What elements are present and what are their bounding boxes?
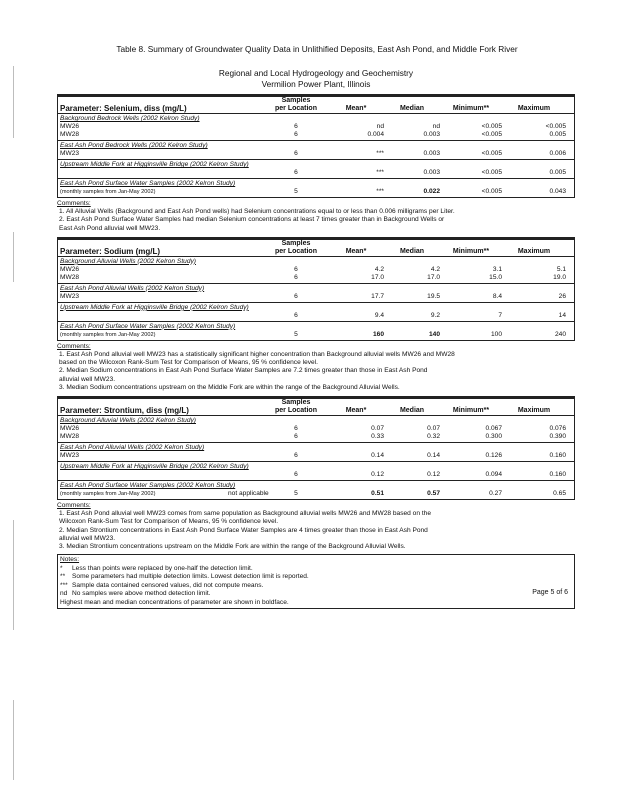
- scan-margin-line: [13, 520, 14, 630]
- median-cell: 4.2: [430, 265, 440, 273]
- note-item: [60, 573, 572, 582]
- comment-line: Wilcoxon Rank-Sum Test for Comparison of Means, 95 % confidence level.: [59, 518, 279, 526]
- samples-header-line: per Location: [274, 247, 317, 255]
- mean-cell: 9.4: [374, 311, 384, 319]
- location-cell: MW28: [60, 131, 80, 138]
- mean-cell: 0.33: [371, 433, 384, 441]
- table-row: [58, 452, 574, 460]
- parameter-section: [57, 94, 575, 233]
- location-cell: (monthly samples from Jan-May 2002): [60, 331, 156, 338]
- subtitle-line: Vermilion Power Plant, Illinois: [261, 79, 371, 89]
- table-group: [58, 462, 574, 481]
- note-symbol: **: [60, 573, 66, 581]
- maximum-cell: 5.1: [556, 265, 566, 273]
- group-title: East Ash Pond Surface Water Samples (2002 Kelron Study): [60, 180, 236, 187]
- summary-table: [57, 396, 575, 500]
- subtitle-line: Regional and Local Hydrogeology and Geochemistry: [218, 68, 414, 78]
- table-row: [58, 490, 574, 498]
- notes-list: [60, 565, 572, 599]
- comment-line: based on the Wilcoxon Rank-Sum Test for Comparison of Means, 95 % confidence level.: [59, 359, 318, 367]
- samples-header-line: per Location: [274, 407, 317, 415]
- table-group: [58, 141, 574, 160]
- table-header: [58, 240, 574, 257]
- page-subtitle: [57, 68, 575, 90]
- minimum-cell: 0.094: [485, 471, 502, 479]
- scan-margin-line: [13, 232, 14, 282]
- not-applicable-note: not applicable: [228, 490, 269, 498]
- mean-cell: 4.2: [374, 265, 384, 273]
- samples-cell: 5: [294, 490, 298, 498]
- mean-cell: 17.0: [371, 273, 384, 281]
- mean-cell: 0.12: [371, 471, 384, 479]
- minimum-cell: <0.005: [481, 131, 502, 138]
- group-title: East Ash Pond Bedrock Wells (2002 Kelron Study): [60, 142, 208, 149]
- maximum-header: Maximum: [517, 247, 551, 255]
- table-row: [58, 131, 574, 139]
- median-cell: 0.003: [423, 169, 440, 176]
- minimum-cell: <0.005: [481, 188, 502, 195]
- minimum-header: Minimum**: [452, 407, 490, 415]
- table-group: [58, 481, 574, 499]
- comments-block: [57, 343, 575, 392]
- table-row: [58, 169, 574, 177]
- median-cell: nd: [432, 123, 440, 130]
- mean-cell: ***: [376, 188, 384, 195]
- mean-header: Mean*: [345, 407, 367, 415]
- group-title: Upstream Middle Fork at Higginsville Bridge (2002 Kelron Study): [60, 161, 249, 168]
- comments-heading: Comments:: [57, 342, 91, 350]
- table-row: [58, 150, 574, 158]
- maximum-cell: 0.006: [549, 150, 566, 157]
- maximum-cell: 19.0: [553, 273, 566, 281]
- samples-header: [264, 97, 328, 113]
- minimum-cell: 15.0: [489, 273, 502, 281]
- group-title: Background Alluvial Wells (2002 Kelron Study): [60, 417, 196, 425]
- comment-line: 1. East Ash Pond alluvial well MW23 has a statistically significant higher concentration than Background alluvial wells MW26 and MW28: [59, 351, 455, 359]
- mean-cell: 0.51: [371, 490, 384, 498]
- note-text: Less than points were replaced by one-half the detection limit.: [72, 564, 253, 572]
- minimum-cell: 100: [490, 330, 502, 338]
- table-row: [58, 266, 574, 274]
- location-cell: MW23: [60, 452, 80, 460]
- comment-line: 3. Median Sodium concentrations upstream on the Middle Fork are within the range of the Background Alluvial Wells.: [59, 383, 400, 391]
- comments-block: [57, 200, 575, 233]
- table-row: [58, 123, 574, 131]
- samples-cell: 6: [294, 292, 298, 300]
- minimum-cell: <0.005: [481, 169, 502, 176]
- note-item: [60, 590, 572, 599]
- maximum-header: Maximum: [517, 105, 551, 112]
- median-cell: 0.022: [423, 188, 440, 195]
- location-cell: MW26: [60, 123, 80, 130]
- maximum-cell: 0.076: [549, 425, 566, 433]
- maximum-cell: 0.65: [553, 490, 566, 498]
- minimum-cell: 0.126: [485, 452, 502, 460]
- samples-cell: 6: [294, 123, 298, 130]
- comment-line: 1. East Ash Pond alluvial well MW23 comes from same population as Background alluvial wells MW26 and MW28 based on the: [59, 510, 431, 518]
- mean-cell: 0.004: [367, 131, 384, 138]
- minimum-cell: <0.005: [481, 123, 502, 130]
- comment-line: 2. East Ash Pond Surface Water Samples had median Selenium concentrations at least 7 times greater than in Background Wells or: [59, 216, 445, 224]
- samples-header: [264, 399, 328, 415]
- page-title: Table 8. Summary of Groundwater Quality Data in Unlithified Deposits, East Ash Pond, and Middle Fork River: [116, 44, 518, 54]
- median-cell: 0.003: [423, 150, 440, 157]
- page-number: Page 5 of 6: [532, 588, 568, 596]
- samples-cell: 5: [294, 330, 298, 338]
- location-cell: MW28: [60, 433, 80, 441]
- mean-cell: nd: [376, 123, 384, 130]
- mean-cell: 0.07: [371, 425, 384, 433]
- median-header: Median: [399, 407, 425, 415]
- table-row: [58, 331, 574, 339]
- minimum-header: Minimum**: [452, 247, 490, 255]
- parameter-name: Parameter: Strontium, diss (mg/L): [60, 406, 189, 416]
- samples-cell: 5: [294, 188, 298, 195]
- location-cell: MW26: [60, 265, 80, 273]
- maximum-cell: 14: [558, 311, 566, 319]
- samples-cell: 6: [294, 452, 298, 460]
- table-group: [58, 160, 574, 179]
- minimum-cell: <0.005: [481, 150, 502, 157]
- median-cell: 140: [428, 330, 440, 338]
- comment-line: alluvial well MW23.: [59, 534, 116, 542]
- table-row: [58, 293, 574, 301]
- maximum-cell: 0.390: [549, 433, 566, 441]
- maximum-cell: 240: [554, 330, 566, 338]
- table-group: [58, 179, 574, 197]
- mean-cell: ***: [376, 169, 384, 176]
- median-cell: 19.5: [427, 292, 440, 300]
- maximum-cell: 0.043: [549, 188, 566, 195]
- samples-header-line: Samples: [281, 399, 311, 407]
- samples-cell: 6: [294, 273, 298, 281]
- mean-header: Mean*: [345, 105, 367, 112]
- sections-container: [57, 94, 575, 551]
- note-item: [60, 565, 572, 574]
- note-text: Some parameters had multiple detection limits. Lowest detection limit is reported.: [72, 573, 309, 581]
- summary-table: [57, 237, 575, 341]
- maximum-cell: 0.005: [549, 131, 566, 138]
- samples-cell: 6: [294, 265, 298, 273]
- notes-box: [57, 554, 575, 609]
- location-cell: MW28: [60, 273, 80, 281]
- mean-cell: ***: [376, 150, 384, 157]
- table-group: [58, 443, 574, 462]
- minimum-header: Minimum**: [452, 105, 490, 112]
- samples-cell: 6: [294, 425, 298, 433]
- comment-line: 1. All Alluvial Wells (Background and East Ash Pond wells) had Selenium concentrations equal to or less than 0.006 milligrams per Liter.: [59, 208, 455, 216]
- comment-line: alluvial well MW23.: [59, 375, 116, 383]
- parameter-name: Parameter: Selenium, diss (mg/L): [60, 104, 187, 113]
- median-header: Median: [399, 105, 425, 112]
- median-cell: 0.07: [427, 425, 440, 433]
- table-group: [58, 284, 574, 303]
- group-title: Upstream Middle Fork at Higginsville Bridge (2002 Kelron Study): [60, 463, 249, 471]
- median-cell: 17.0: [427, 273, 440, 281]
- median-cell: 0.57: [427, 490, 440, 498]
- samples-cell: 6: [294, 471, 298, 479]
- location-cell: MW26: [60, 425, 80, 433]
- samples-cell: 6: [294, 311, 298, 319]
- notes-heading: Notes:: [60, 556, 80, 564]
- note-symbol: *: [60, 564, 63, 572]
- table-header: [58, 399, 574, 416]
- table-row: [58, 312, 574, 320]
- group-title: East Ash Pond Alluvial Wells (2002 Kelron Study): [60, 284, 205, 292]
- group-title: East Ash Pond Surface Water Samples (2002 Kelron Study): [60, 482, 236, 490]
- samples-header-line: Samples: [281, 97, 311, 104]
- comment-line: 3. Median Strontium concentrations upstream on the Middle Fork are within the range of the Background Alluvial Wells.: [59, 543, 406, 551]
- mean-cell: 0.14: [371, 452, 384, 460]
- samples-cell: 6: [294, 433, 298, 441]
- comment-line: East Ash Pond alluvial well MW23.: [59, 224, 161, 232]
- maximum-cell: 0.160: [549, 452, 566, 460]
- comments-heading: Comments:: [57, 200, 91, 207]
- scan-margin-line: [13, 700, 14, 780]
- note-symbol: ***: [60, 581, 68, 589]
- comments-block: [57, 502, 575, 551]
- location-cell: MW23: [60, 292, 80, 300]
- mean-cell: 17.7: [371, 292, 384, 300]
- note-item: [60, 582, 572, 591]
- median-cell: 0.003: [423, 131, 440, 138]
- table-row: [58, 425, 574, 433]
- comments-heading: Comments:: [57, 502, 91, 510]
- group-title: Upstream Middle Fork at Higginsville Bridge (2002 Kelron Study): [60, 303, 249, 311]
- location-cell: (monthly samples from Jan-May 2002): [60, 189, 156, 195]
- table-group: [58, 416, 574, 443]
- group-title: Background Bedrock Wells (2002 Kelron Study): [60, 115, 200, 122]
- notes-last-line: Highest mean and median concentrations of parameter are shown in boldface.: [60, 598, 289, 606]
- scan-margin-line: [13, 66, 14, 138]
- comment-line: 2. Median Strontium concentrations in East Ash Pond Surface Water Samples are 4 times greater than those in East Ash Pond: [59, 526, 428, 534]
- maximum-cell: 0.160: [549, 471, 566, 479]
- minimum-cell: 8.4: [492, 292, 502, 300]
- samples-header: [264, 240, 328, 256]
- median-cell: 0.32: [427, 433, 440, 441]
- parameter-section: [57, 396, 575, 551]
- minimum-cell: 0.300: [485, 433, 502, 441]
- parameter-name: Parameter: Sodium (mg/L): [60, 246, 161, 256]
- minimum-cell: 7: [498, 311, 502, 319]
- mean-cell: 160: [372, 330, 384, 338]
- samples-header-line: per Location: [274, 105, 317, 112]
- note-text: Sample data contained censored values, did not compute means.: [72, 581, 264, 589]
- table-group: [58, 303, 574, 322]
- table-header: [58, 97, 574, 114]
- median-header: Median: [399, 247, 425, 255]
- table-group: [58, 114, 574, 141]
- maximum-cell: 0.005: [549, 169, 566, 176]
- median-cell: 0.14: [427, 452, 440, 460]
- note-text: No samples were above method detection limit.: [72, 590, 211, 598]
- median-cell: 0.12: [427, 471, 440, 479]
- parameter-section: [57, 237, 575, 392]
- samples-cell: 6: [294, 131, 298, 138]
- maximum-cell: 26: [558, 292, 566, 300]
- group-title: East Ash Pond Surface Water Samples (2002 Kelron Study): [60, 322, 236, 330]
- document-page: [57, 44, 575, 609]
- minimum-cell: 0.067: [485, 425, 502, 433]
- minimum-cell: 0.27: [489, 490, 502, 498]
- mean-header: Mean*: [345, 247, 367, 255]
- summary-table: [57, 94, 575, 198]
- table-row: [58, 433, 574, 441]
- maximum-header: Maximum: [517, 407, 551, 415]
- table-group: [58, 257, 574, 284]
- location-cell: MW23: [60, 150, 80, 157]
- location-cell: (monthly samples from Jan-May 2002) not applicable: [60, 490, 269, 498]
- minimum-cell: 3.1: [492, 265, 502, 273]
- note-symbol: nd: [60, 590, 68, 598]
- samples-cell: 6: [294, 150, 298, 157]
- group-title: Background Alluvial Wells (2002 Kelron Study): [60, 257, 196, 265]
- group-title: East Ash Pond Alluvial Wells (2002 Kelron Study): [60, 444, 205, 452]
- median-cell: 9.2: [430, 311, 440, 319]
- samples-header-line: Samples: [281, 239, 311, 247]
- comment-line: 2. Median Sodium concentrations in East Ash Pond Surface Water Samples are 7.2 times greater than those in East Ash Pond: [59, 367, 428, 375]
- samples-cell: 6: [294, 169, 298, 176]
- maximum-cell: <0.005: [545, 123, 566, 130]
- table-row: [58, 274, 574, 282]
- table-row: [58, 471, 574, 479]
- table-row: [58, 188, 574, 196]
- table-group: [58, 322, 574, 340]
